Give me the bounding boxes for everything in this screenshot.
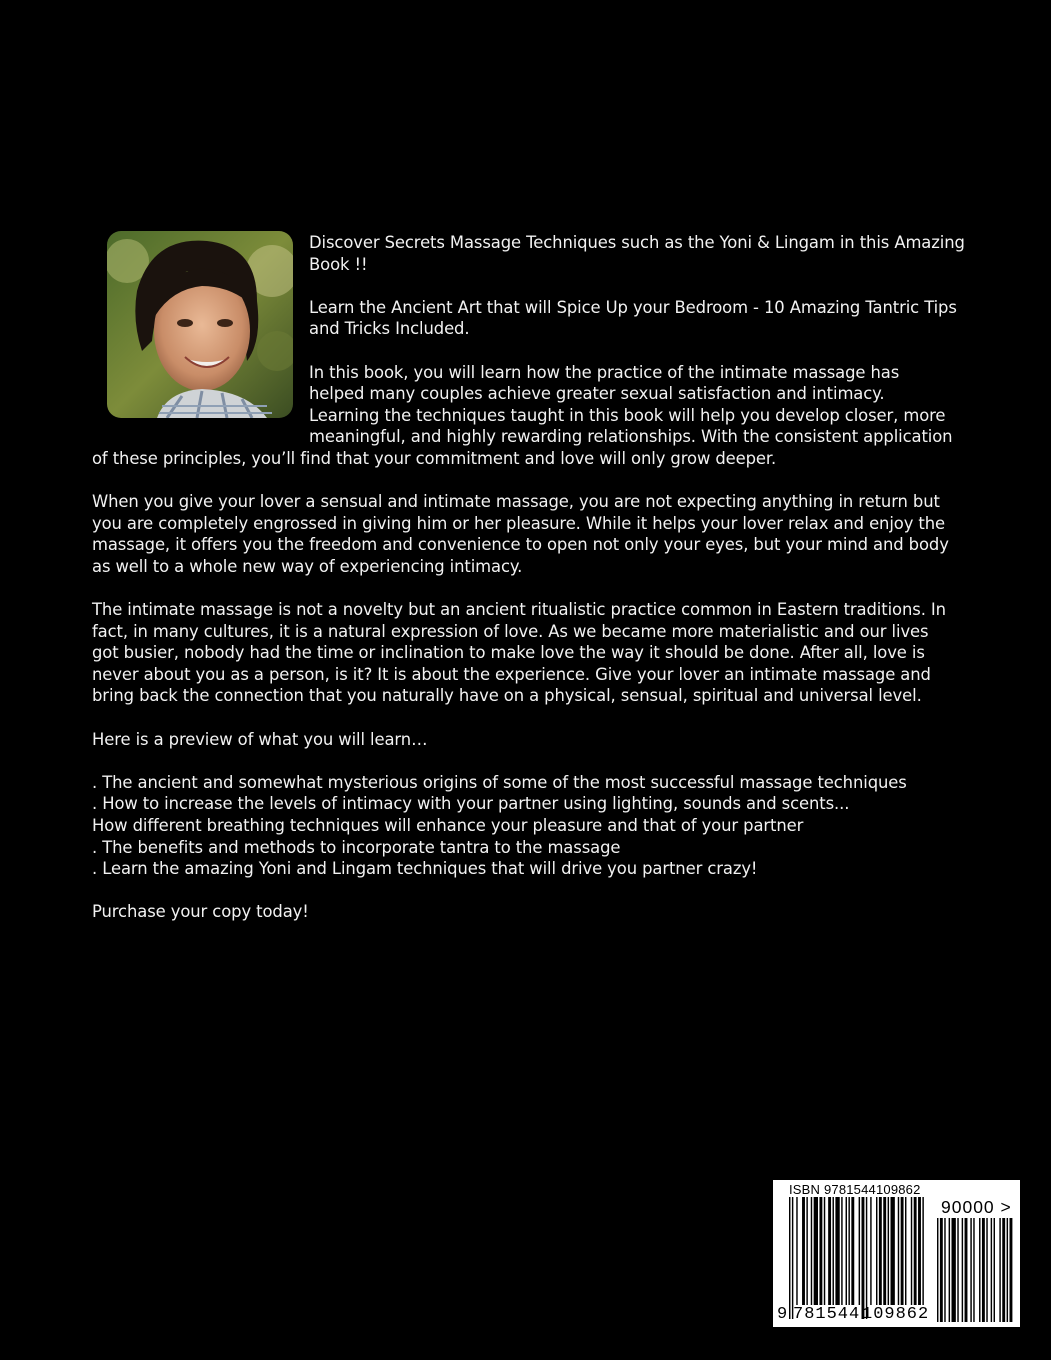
preview-intro [92,729,958,751]
barcode-bar [824,1197,825,1305]
barcode-bar [986,1218,987,1322]
barcode-bar [979,1218,980,1322]
isbn-label: ISBN 9781544109862 [789,1182,921,1197]
text-line: Book !! [309,254,368,274]
text-line: helped many couples achieve greater sexual satisfaction and intimacy. [309,384,885,404]
list-item: . Learn the amazing Yoni and Lingam techniques that will drive you partner crazy! [92,859,758,879]
barcode-bar [814,1197,818,1305]
text-line: Purchase your copy today! [92,902,309,922]
paragraph-sensual-massage [92,491,958,577]
barcode-bar [962,1218,963,1322]
barcode-bar [846,1197,847,1305]
barcode-bar [901,1197,904,1305]
barcode-bar [994,1218,995,1322]
barcode-bar [796,1197,797,1305]
barcode-bar [811,1197,812,1305]
list-item: How different breathing techniques will enhance your pleasure and that of your partner [92,816,804,836]
description-text [92,232,965,945]
text-line: fact, in many cultures, it is a natural expression of love. As we became more materialistic and our lives [92,621,929,641]
text-line: you are completely engrossed in giving him or her pleasure. While it helps your lover relax and enjoy the [92,513,946,533]
text-line: The intimate massage is not a novelty but an ancient ritualistic practice common in Eastern traditions. In [92,600,946,620]
call-to-action [92,901,958,923]
barcode-bar [883,1197,886,1305]
text-line: meaningful, and highly rewarding relationships. With the consistent application [309,427,953,447]
list-item: . How to increase the levels of intimacy with your partner using lighting, sounds and scents... [92,794,850,814]
text-line: Learn the Ancient Art that will Spice Up your Bedroom - 10 Amazing Tantric Tips [309,297,957,317]
barcode-bar [891,1197,895,1305]
barcode-bar [835,1197,839,1305]
barcode-bar [952,1218,956,1322]
barcode-bar [876,1197,877,1305]
barcode-bar [914,1197,917,1305]
text-line: When you give your lover a sensual and intimate massage, you are not expecting anything in return but [92,492,940,512]
barcode-bar [999,1218,1000,1322]
barcode-bar [905,1197,906,1305]
text-line: massage, it offers you the freedom and convenience to open not only your eyes, but your mind and body [92,535,949,555]
barcode-bar [949,1218,950,1322]
barcode-bar [819,1197,822,1305]
barcode-bar [982,1218,985,1322]
barcode-bar [1002,1218,1005,1322]
barcode-bar [848,1197,849,1305]
barcode-digit-group: 109862 [862,1305,930,1324]
barcode-digit-group: 781544 [793,1305,861,1324]
barcode-bar [937,1218,938,1322]
barcode-bar [862,1197,865,1319]
text-line: never about you as a person, is it? It is about the experience. Give your lover an intimate massage and [92,664,931,684]
list-item: . The benefits and methods to incorporate tantra to the massage [92,837,621,857]
text-line: Learning the techniques taught in this book will help you develop closer, more [309,405,946,425]
barcode-bar [841,1197,842,1305]
barcode-bar [859,1197,860,1305]
barcode-digit-group: 9 [777,1305,789,1324]
barcode-bar [866,1197,867,1319]
barcode-bar [965,1218,968,1322]
text-line: of these principles, you’ll find that your commitment and love will only grow deeper. [92,448,777,468]
barcode-bar [957,1218,958,1322]
barcode-bar [789,1197,790,1319]
barcode-bar [888,1197,889,1305]
barcode-bar [828,1197,831,1305]
barcode-bar [973,1218,974,1322]
price-code: 90000 > [941,1197,1012,1217]
barcode-bar [944,1218,945,1322]
paragraph-ancient-practice [92,599,958,707]
barcode-bar [1010,1218,1013,1322]
barcode-bar [870,1197,871,1305]
barcode-bar [922,1197,923,1305]
barcode-bar [970,1218,971,1322]
barcode-bar [940,1218,943,1322]
barcode-bar [991,1218,992,1322]
barcode-bar [806,1197,807,1305]
text-line: Discover Secrets Massage Techniques such as the Yoni & Lingam in this Amazing [309,233,965,252]
barcode-bar [879,1197,882,1305]
preview-list [92,772,958,880]
text-line: bring back the connection that you naturally have on a physical, sensual, spiritual and universal level. [92,686,922,706]
photo-spacer [92,232,309,446]
barcode-bar [792,1197,793,1319]
barcode-bar [802,1197,805,1305]
text-line: Here is a preview of what you will learn… [92,729,428,749]
text-line: got busier, nobody had the time or inclination to make love the way it should be done. After all, love is [92,643,925,663]
barcode-bar [851,1197,854,1305]
text-line: and Tricks Included. [309,319,470,339]
barcode-bar [1007,1218,1008,1322]
text-line: In this book, you will learn how the practice of the intimate massage has [309,362,900,382]
barcode-bar [833,1197,834,1305]
barcode-bar [898,1197,899,1305]
list-item: . The ancient and somewhat mysterious origins of some of the most successful massage techniques [92,772,907,792]
text-line: as well to a whole new way of experiencing intimacy. [92,556,523,576]
barcode-bar [911,1197,912,1305]
barcode-bar [918,1197,921,1305]
isbn-barcode [773,1180,1020,1327]
